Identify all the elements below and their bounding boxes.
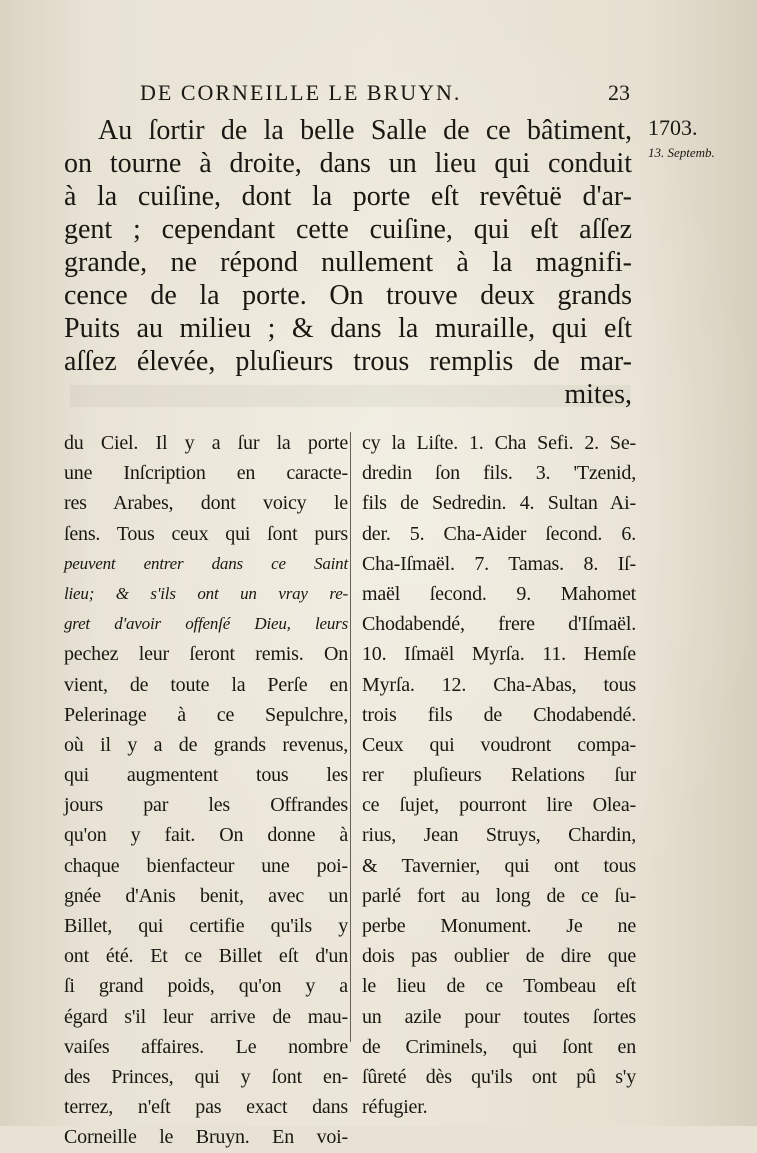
main-paragraph — [64, 114, 632, 411]
column-line: terrez, n'eſt pas exact dans — [64, 1096, 348, 1119]
text-line: on tourne à droite, dans un lieu qui conduit — [64, 148, 632, 179]
column-line: cy la Liſte. 1. Cha Sefi. 2. Se- — [362, 432, 636, 454]
text-line: aſſez élevée, pluſieurs trous remplis de mar- — [64, 346, 632, 377]
column-line: réfugier. — [362, 1096, 428, 1119]
running-title: DE CORNEILLE LE BRUYN. — [140, 80, 462, 105]
column-line: de Criminels, qui ſont en — [362, 1035, 636, 1058]
inscription-line: gret d'avoir offenſé Dieu, leurs — [64, 614, 348, 634]
column-line: chaque bienfacteur une poi- — [64, 854, 348, 877]
column-line: ſi grand poids, qu'on y a — [64, 975, 348, 998]
column-line: Cha-Iſmaël. 7. Tamas. 8. Iſ- — [362, 552, 636, 575]
column-line: ſûreté dès qu'ils ont pû s'y — [362, 1065, 636, 1088]
column-line: ont été. Et ce Billet eſt d'un — [64, 945, 348, 968]
column-line: 10. Iſmaël Myrſa. 11. Hemſe — [362, 643, 636, 666]
column-line: parlé fort au long de ce ſu- — [362, 884, 636, 907]
column-line: vient, de toute la Perſe en — [64, 673, 348, 696]
inscription-line: peuvent entrer dans ce Saint — [64, 553, 348, 573]
column-line: des Princes, qui y ſont en- — [64, 1065, 348, 1088]
column-line: égard s'il leur arrive de mau- — [64, 1005, 348, 1028]
column-line: rius, Jean Struys, Chardin, — [362, 824, 636, 847]
column-line: der. 5. Cha-Aider ſecond. 6. — [362, 522, 636, 545]
column-line: rer pluſieurs Relations ſur — [362, 764, 636, 787]
column-line: pechez leur ſeront remis. On — [64, 643, 348, 666]
column-line: le lieu de ce Tombeau eſt — [362, 975, 636, 998]
text-line: à la cuiſine, dont la porte eſt revêtuë d'ar- — [64, 181, 632, 212]
inscription-line: lieu; & s'ils ont un vray re- — [64, 583, 348, 603]
column-line: Pelerinage à ce Sepulchre, — [64, 703, 348, 726]
column-line: un azile pour toutes ſortes — [362, 1005, 636, 1028]
column-line: res Arabes, dont voicy le — [64, 492, 348, 515]
column-line: gnée d'Anis benit, avec un — [64, 884, 348, 907]
left-column — [64, 428, 348, 1153]
column-line: dredin ſon fils. 3. 'Tzenid, — [362, 462, 636, 485]
column-line: jours par les Offrandes — [64, 794, 348, 817]
text-line: Puits au milieu ; & dans la muraille, qui eſt — [64, 313, 632, 344]
right-column — [362, 428, 636, 1122]
margin-year: 1703. — [648, 115, 698, 140]
column-line: Corneille le Bruyn. En voi- — [64, 1126, 348, 1149]
column-rule — [350, 432, 351, 1042]
column-line: du Ciel. Il y a ſur la porte — [64, 432, 348, 454]
column-line: vaiſes affaires. Le nombre — [64, 1035, 348, 1058]
column-line: & Tavernier, qui ont tous — [362, 854, 636, 877]
column-line: Ceux qui voudront compa- — [362, 733, 636, 756]
text-line: gent ; cependant cette cuiſine, qui eſt aſſez — [64, 214, 632, 245]
column-line: où il y a de grands revenus, — [64, 733, 348, 756]
margin-note — [648, 114, 752, 164]
column-line: Chodabendé, frere d'Iſmaël. — [362, 613, 636, 636]
column-line: perbe Monument. Je ne — [362, 915, 636, 937]
catchword: mites, — [564, 379, 632, 410]
text-line: Au ſortir de la belle Salle de ce bâtiment, — [98, 115, 632, 146]
column-line: Billet, qui certifie qu'ils y — [64, 915, 348, 937]
column-line: qui augmentent tous les — [64, 764, 348, 787]
column-line: maël ſecond. 9. Mahomet — [362, 582, 636, 605]
page-number: 23 — [608, 80, 630, 105]
column-line: une Inſcription en caracte- — [64, 462, 348, 485]
column-line: ce ſujet, pourront lire Olea- — [362, 794, 636, 817]
page-header — [140, 80, 630, 114]
column-line: qu'on y fait. On donne à — [64, 824, 348, 847]
margin-date: 13. Septemb. — [648, 145, 715, 160]
text-line: cence de la porte. On trouve deux grands — [64, 280, 632, 311]
column-line: trois fils de Chodabendé. — [362, 703, 636, 726]
column-line: fils de Sedredin. 4. Sultan Ai- — [362, 492, 636, 515]
column-line: dois pas oublier de dire que — [362, 945, 636, 968]
column-line: Myrſa. 12. Cha-Abas, tous — [362, 673, 636, 696]
text-line: grande, ne répond nullement à la magnifi- — [64, 247, 632, 278]
column-line: ſens. Tous ceux qui ſont purs — [64, 522, 348, 545]
